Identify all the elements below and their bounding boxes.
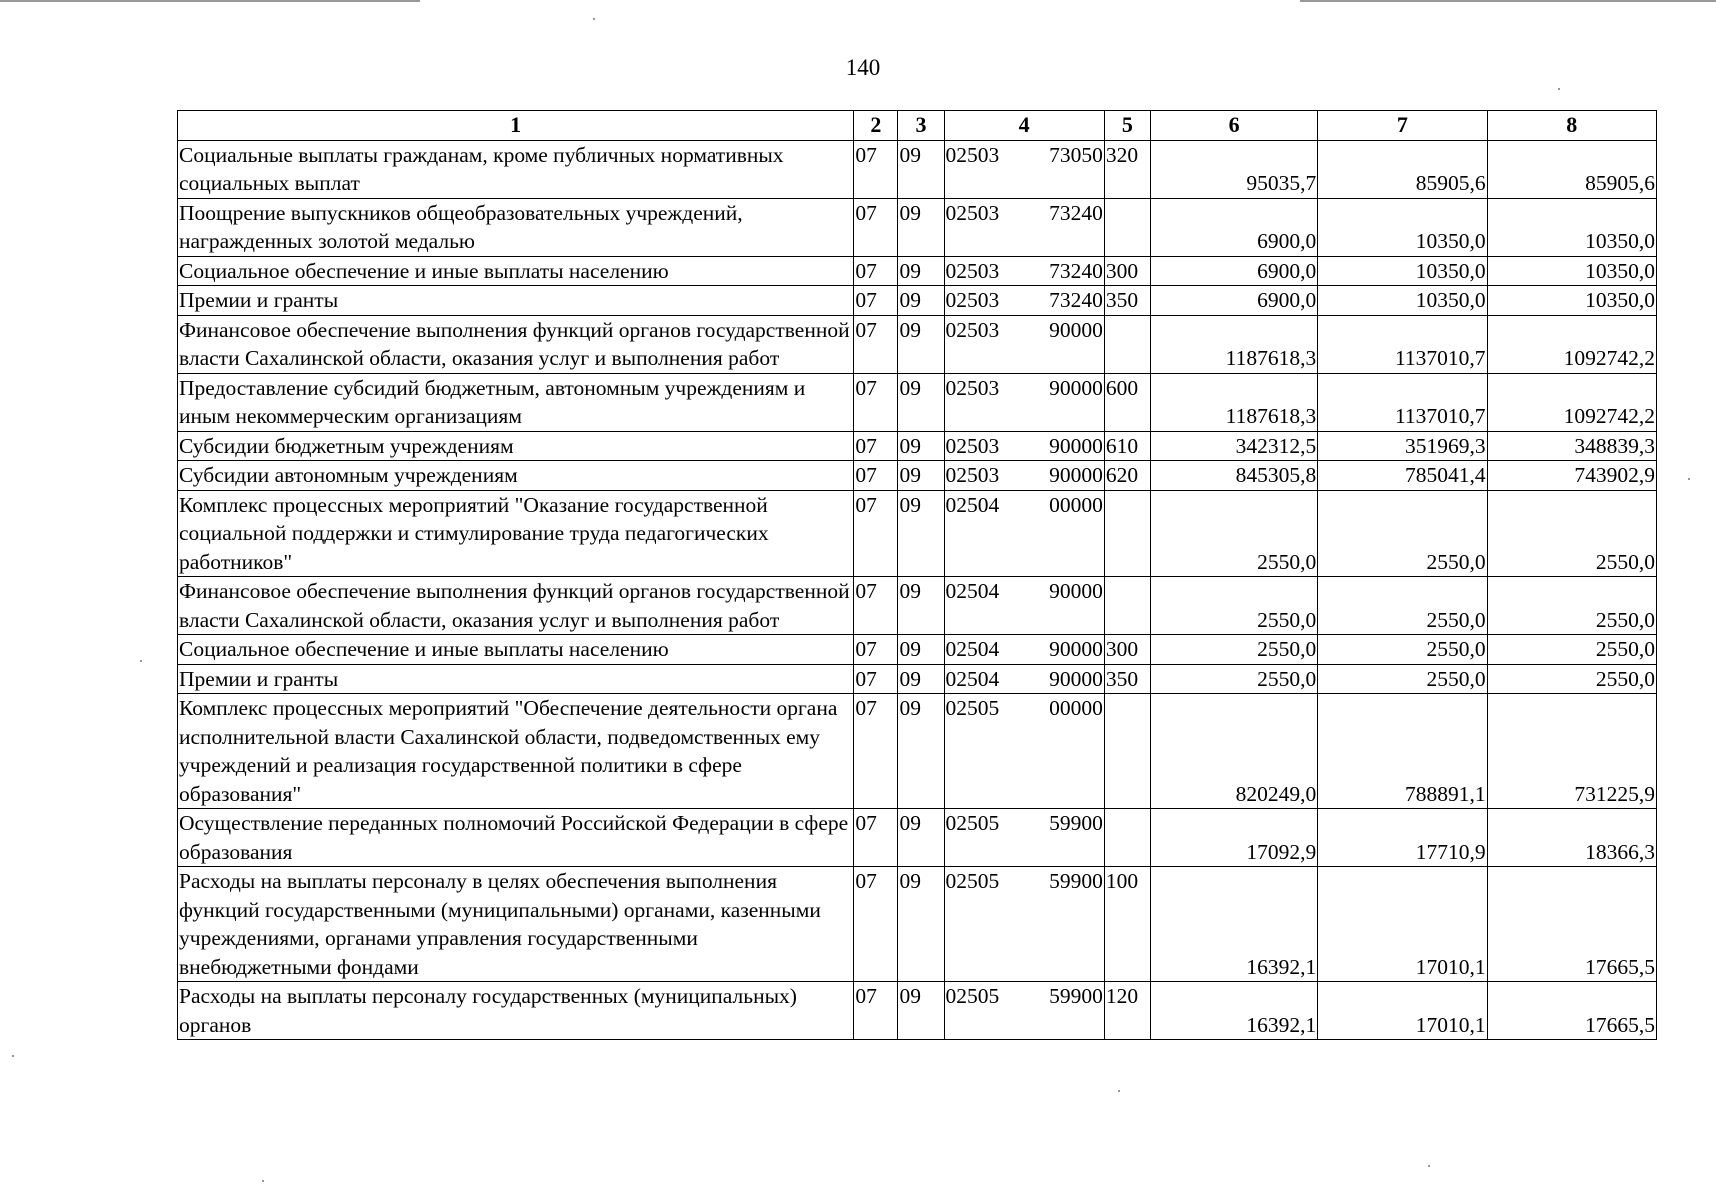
target-article-part1: 02503 [945, 375, 1000, 400]
table-row [178, 140, 1657, 198]
target-article-part1: 02504 [945, 637, 1000, 661]
scan-speck [12, 1055, 14, 1057]
amount-col8: 10350,0 [1487, 256, 1656, 286]
row-name: Предоставление субсидий бюджетным, автономным учреждениям и иным некоммерческим организациям [178, 373, 854, 431]
amount-col7: 17010,1 [1318, 982, 1487, 1040]
table-row [178, 867, 1657, 982]
scan-speck [140, 660, 142, 662]
header-row [178, 111, 1657, 141]
section-code: 07 [854, 461, 898, 491]
target-article-part1: 02505 [945, 696, 1000, 720]
amount-col8: 85905,6 [1487, 140, 1656, 198]
target-article-part2: 90000 [1049, 637, 1103, 661]
table-row [178, 431, 1657, 461]
target-article-part2: 90000 [1049, 666, 1103, 691]
target-article-part1: 02504 [945, 492, 1000, 517]
target-article-part1: 02503 [945, 463, 1000, 487]
target-article-part2: 00000 [1049, 696, 1103, 720]
target-article-code [944, 461, 1104, 491]
target-article-code [944, 635, 1104, 665]
target-article-part1: 02505 [945, 811, 1000, 835]
target-article-code [944, 694, 1104, 809]
amount-col6: 16392,1 [1150, 867, 1317, 982]
expense-type-code: 120 [1104, 982, 1150, 1040]
target-article-part2: 73050 [1049, 142, 1103, 167]
target-article-code [944, 140, 1104, 198]
subsection-code: 09 [898, 373, 944, 431]
target-article-part1: 02504 [945, 666, 1000, 691]
row-name: Расходы на выплаты персоналу государственных (муниципальных) органов [178, 982, 854, 1040]
target-article-part1: 02503 [945, 200, 1000, 225]
header-cell: 7 [1318, 111, 1487, 141]
row-name: Финансовое обеспечение выполнения функций органов государственной власти Сахалинской области, оказания услуг и выполнения работ [178, 315, 854, 373]
table-row [178, 286, 1657, 316]
target-article-part1: 02505 [945, 869, 1000, 893]
amount-col6: 2550,0 [1150, 490, 1317, 577]
amount-col8: 17665,5 [1487, 982, 1656, 1040]
table-row [178, 694, 1657, 809]
target-article-part2: 90000 [1049, 375, 1103, 400]
amount-col6: 820249,0 [1150, 694, 1317, 809]
subsection-code: 09 [898, 577, 944, 635]
target-article-code [944, 256, 1104, 286]
amount-col6: 6900,0 [1150, 286, 1317, 316]
row-name: Субсидии автономным учреждениям [178, 461, 854, 491]
table-body [178, 140, 1657, 1040]
amount-col7: 85905,6 [1318, 140, 1487, 198]
amount-col8: 2550,0 [1487, 490, 1656, 577]
header-cell: 8 [1487, 111, 1656, 141]
amount-col8: 1092742,2 [1487, 315, 1656, 373]
target-article-part2: 00000 [1049, 492, 1103, 517]
target-article-part2: 73240 [1049, 288, 1103, 312]
target-article-part2: 59900 [1049, 984, 1103, 1008]
target-article-code [944, 982, 1104, 1040]
amount-col6: 16392,1 [1150, 982, 1317, 1040]
budget-table [177, 110, 1657, 1040]
subsection-code: 09 [898, 635, 944, 665]
expense-type-code: 610 [1104, 431, 1150, 461]
amount-col8: 18366,3 [1487, 809, 1656, 867]
header-cell: 3 [898, 111, 944, 141]
target-article-code [944, 198, 1104, 256]
target-article-part1: 02505 [945, 984, 1000, 1008]
target-article-part1: 02503 [945, 258, 1000, 283]
target-article-code [944, 490, 1104, 577]
scan-speck [1118, 1090, 1120, 1092]
target-article-part2: 59900 [1049, 869, 1103, 893]
target-article-part1: 02503 [945, 433, 1000, 458]
amount-col7: 10350,0 [1318, 286, 1487, 316]
section-code: 07 [854, 694, 898, 809]
top-scan-edge-right [1300, 0, 1716, 2]
subsection-code: 09 [898, 694, 944, 809]
amount-col7: 17710,9 [1318, 809, 1487, 867]
target-article-part1: 02503 [945, 317, 1000, 342]
amount-col7: 785041,4 [1318, 461, 1487, 491]
section-code: 07 [854, 373, 898, 431]
row-name: Комплекс процессных мероприятий "Оказание государственной социальной поддержки и стимулирование труда педагогических работников" [178, 490, 854, 577]
amount-col6: 6900,0 [1150, 198, 1317, 256]
target-article-code [944, 809, 1104, 867]
subsection-code: 09 [898, 198, 944, 256]
row-name: Финансовое обеспечение выполнения функций органов государственной власти Сахалинской области, оказания услуг и выполнения работ [178, 577, 854, 635]
amount-col6: 17092,9 [1150, 809, 1317, 867]
top-scan-edge-left [0, 0, 420, 2]
amount-col7: 2550,0 [1318, 664, 1487, 694]
target-article-part1: 02503 [945, 142, 1000, 167]
header-cell: 1 [178, 111, 854, 141]
table-row [178, 256, 1657, 286]
amount-col6: 2550,0 [1150, 577, 1317, 635]
row-name: Субсидии бюджетным учреждениям [178, 431, 854, 461]
amount-col8: 731225,9 [1487, 694, 1656, 809]
amount-col7: 2550,0 [1318, 577, 1487, 635]
subsection-code: 09 [898, 461, 944, 491]
target-article-part1: 02504 [945, 579, 1000, 603]
header-cell: 4 [944, 111, 1104, 141]
expense-type-code: 620 [1104, 461, 1150, 491]
subsection-code: 09 [898, 140, 944, 198]
target-article-code [944, 286, 1104, 316]
row-name: Поощрение выпускников общеобразовательных учреждений, награжденных золотой медалью [178, 198, 854, 256]
section-code: 07 [854, 490, 898, 577]
target-article-code [944, 431, 1104, 461]
table-row [178, 664, 1657, 694]
section-code: 07 [854, 315, 898, 373]
subsection-code: 09 [898, 664, 944, 694]
amount-col7: 10350,0 [1318, 198, 1487, 256]
target-article-part2: 90000 [1049, 579, 1103, 603]
expense-type-code [1104, 490, 1150, 577]
table-row [178, 490, 1657, 577]
expense-type-code [1104, 315, 1150, 373]
section-code: 07 [854, 635, 898, 665]
amount-col6: 95035,7 [1150, 140, 1317, 198]
amount-col6: 1187618,3 [1150, 373, 1317, 431]
amount-col8: 10350,0 [1487, 198, 1656, 256]
row-name: Осуществление переданных полномочий Российской Федерации в сфере образования [178, 809, 854, 867]
table-row [178, 198, 1657, 256]
amount-col6: 2550,0 [1150, 664, 1317, 694]
expense-type-code [1104, 198, 1150, 256]
amount-col6: 845305,8 [1150, 461, 1317, 491]
target-article-code [944, 664, 1104, 694]
expense-type-code: 320 [1104, 140, 1150, 198]
amount-col8: 2550,0 [1487, 577, 1656, 635]
table-row [178, 577, 1657, 635]
row-name: Социальное обеспечение и иные выплаты населению [178, 635, 854, 665]
expense-type-code: 300 [1104, 635, 1150, 665]
section-code: 07 [854, 286, 898, 316]
subsection-code: 09 [898, 867, 944, 982]
section-code: 07 [854, 577, 898, 635]
section-code: 07 [854, 431, 898, 461]
scan-speck [593, 18, 595, 20]
target-article-code [944, 577, 1104, 635]
amount-col6: 6900,0 [1150, 256, 1317, 286]
row-name: Социальные выплаты гражданам, кроме публичных нормативных социальных выплат [178, 140, 854, 198]
expense-type-code: 300 [1104, 256, 1150, 286]
scan-speck [1558, 88, 1560, 90]
scan-speck [262, 1180, 264, 1182]
section-code: 07 [854, 198, 898, 256]
expense-type-code [1104, 809, 1150, 867]
amount-col8: 2550,0 [1487, 635, 1656, 665]
subsection-code: 09 [898, 256, 944, 286]
subsection-code: 09 [898, 286, 944, 316]
amount-col6: 342312,5 [1150, 431, 1317, 461]
expense-type-code [1104, 694, 1150, 809]
amount-col8: 17665,5 [1487, 867, 1656, 982]
subsection-code: 09 [898, 431, 944, 461]
table-row [178, 373, 1657, 431]
target-article-code [944, 867, 1104, 982]
section-code: 07 [854, 809, 898, 867]
subsection-code: 09 [898, 490, 944, 577]
row-name: Расходы на выплаты персоналу в целях обеспечения выполнения функций государственными (муниципальными) органами, казенными учреждениями, органами управления государственными внебюджетными фондами [178, 867, 854, 982]
row-name: Комплекс процессных мероприятий "Обеспечение деятельности органа исполнительной власти Сахалинской области, подведомственных ему учреждений и реализация государственной политики в сфере образования" [178, 694, 854, 809]
page-number: 140 [845, 55, 881, 80]
table-row [178, 461, 1657, 491]
amount-col7: 17010,1 [1318, 867, 1487, 982]
amount-col7: 1137010,7 [1318, 315, 1487, 373]
target-article-part2: 90000 [1049, 317, 1103, 342]
table-row [178, 315, 1657, 373]
target-article-part2: 59900 [1049, 811, 1103, 835]
row-name: Премии и гранты [178, 664, 854, 694]
expense-type-code [1104, 577, 1150, 635]
header-cell: 6 [1150, 111, 1317, 141]
amount-col7: 2550,0 [1318, 490, 1487, 577]
expense-type-code: 100 [1104, 867, 1150, 982]
amount-col7: 788891,1 [1318, 694, 1487, 809]
amount-col6: 1187618,3 [1150, 315, 1317, 373]
amount-col8: 1092742,2 [1487, 373, 1656, 431]
section-code: 07 [854, 140, 898, 198]
header-cell: 5 [1104, 111, 1150, 141]
table-row [178, 982, 1657, 1040]
table-row [178, 809, 1657, 867]
amount-col7: 1137010,7 [1318, 373, 1487, 431]
scan-speck [1688, 478, 1690, 480]
target-article-code [944, 315, 1104, 373]
section-code: 07 [854, 664, 898, 694]
amount-col7: 351969,3 [1318, 431, 1487, 461]
header-cell: 2 [854, 111, 898, 141]
scan-speck [1428, 1165, 1430, 1167]
row-name: Премии и гранты [178, 286, 854, 316]
amount-col8: 348839,3 [1487, 431, 1656, 461]
section-code: 07 [854, 867, 898, 982]
amount-col8: 743902,9 [1487, 461, 1656, 491]
subsection-code: 09 [898, 315, 944, 373]
section-code: 07 [854, 256, 898, 286]
amount-col7: 10350,0 [1318, 256, 1487, 286]
section-code: 07 [854, 982, 898, 1040]
expense-type-code: 350 [1104, 664, 1150, 694]
amount-col6: 2550,0 [1150, 635, 1317, 665]
expense-type-code: 350 [1104, 286, 1150, 316]
row-name: Социальное обеспечение и иные выплаты населению [178, 256, 854, 286]
table-row [178, 635, 1657, 665]
target-article-part1: 02503 [945, 288, 1000, 312]
target-article-part2: 73240 [1049, 258, 1103, 283]
target-article-part2: 73240 [1049, 200, 1103, 225]
target-article-part2: 90000 [1049, 433, 1103, 458]
amount-col8: 10350,0 [1487, 286, 1656, 316]
subsection-code: 09 [898, 809, 944, 867]
subsection-code: 09 [898, 982, 944, 1040]
expense-type-code: 600 [1104, 373, 1150, 431]
target-article-code [944, 373, 1104, 431]
amount-col7: 2550,0 [1318, 635, 1487, 665]
amount-col8: 2550,0 [1487, 664, 1656, 694]
target-article-part2: 90000 [1049, 463, 1103, 487]
